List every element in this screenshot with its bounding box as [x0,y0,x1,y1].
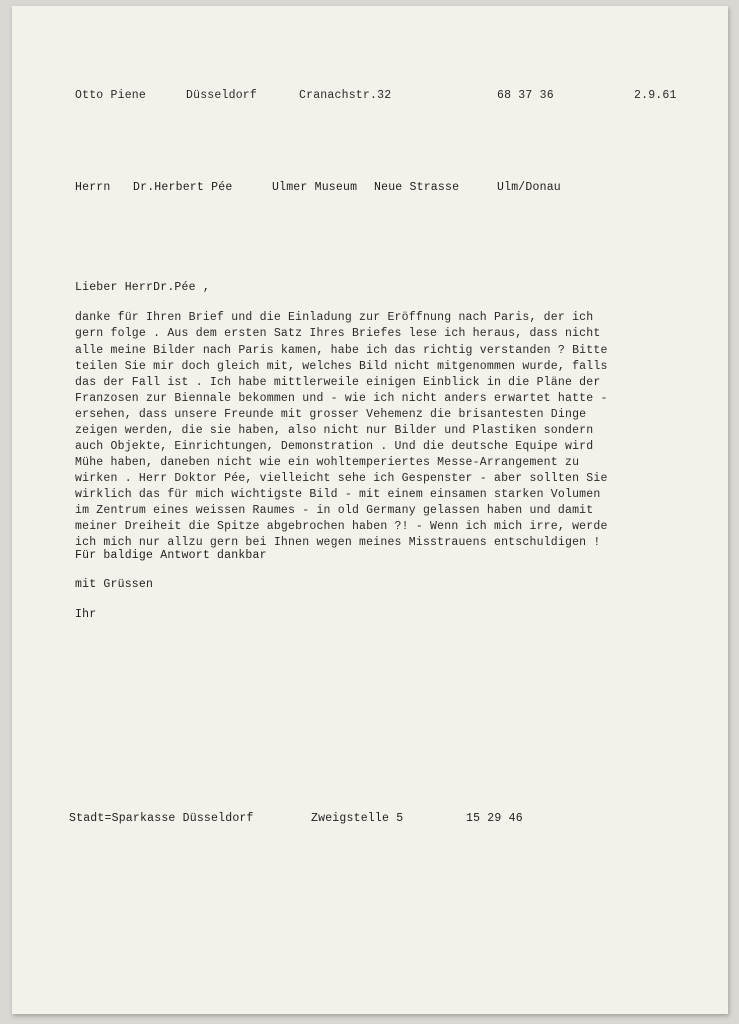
body-line: meiner Dreiheit die Spitze abgebrochen haben ?! - Wenn ich mich irre, werde [75,520,608,533]
recipient-street: Neue Strasse [374,181,460,194]
body-line: Franzosen zur Biennale bekommen und - wie ich nicht anders erwartet hatte - [75,392,608,405]
body-line: Mühe haben, daneben nicht wie ein wohltemperiertes Messe-Arrangement zu [75,456,580,469]
body-line: teilen Sie mir doch gleich mit, welches Bild nicht mitgenommen wurde, falls [75,360,608,373]
body-line: ich mich nur allzu gern bei Ihnen wegen meines Misstrauens entschuldigen ! [75,536,601,549]
body-line: wirken . Herr Doktor Pée, vielleicht sehe ich Gespenster - aber sollten Sie [75,472,608,485]
body-line: zeigen werden, die sie haben, also nicht nur Bilder und Plastiken sondern [75,424,594,437]
closing-line-1: Für baldige Antwort dankbar [75,549,267,562]
recipient-city: Ulm/Donau [497,181,561,194]
sender-city: Düsseldorf [186,89,258,102]
sender-street: Cranachstr.32 [299,89,392,102]
recipient-title: Herrn [75,181,111,194]
recipient-institution: Ulmer Museum [272,181,358,194]
footer-bank: Stadt=Sparkasse Düsseldorf [69,812,254,825]
closing-line-2: mit Grüssen [75,578,154,591]
footer-account: 15 29 46 [466,812,523,825]
body-line: im Zentrum eines weissen Raumes - in old Germany gelassen haben und damit [75,504,594,517]
footer-branch: Zweigstelle 5 [311,812,404,825]
body-line: danke für Ihren Brief und die Einladung zur Eröffnung nach Paris, der ich [75,311,594,324]
closing-line-3: Ihr [75,608,97,621]
letter-date: 2.9.61 [634,89,677,102]
recipient-name: Dr.Herbert Pée [133,181,233,194]
body-line: das der Fall ist . Ich habe mittlerweile einigen Einblick in die Pläne der [75,376,601,389]
body-line: ersehen, dass unsere Freunde mit grosser Vehemenz die brisantesten Dinge [75,408,587,421]
sender-phone: 68 37 36 [497,89,554,102]
body-line: auch Objekte, Einrichtungen, Demonstration . Und die deutsche Equipe wird [75,440,594,453]
body-line: alle meine Bilder nach Paris kamen, habe ich das richtig verstanden ? Bitte [75,344,608,357]
sender-name: Otto Piene [75,89,147,102]
salutation: Lieber HerrDr.Pée , [75,281,210,294]
body-line: gern folge . Aus dem ersten Satz Ihres Briefes lese ich heraus, dass nicht [75,327,601,340]
body-line: wirklich das für mich wichtigste Bild - mit einem einsamen starken Volumen [75,488,601,501]
